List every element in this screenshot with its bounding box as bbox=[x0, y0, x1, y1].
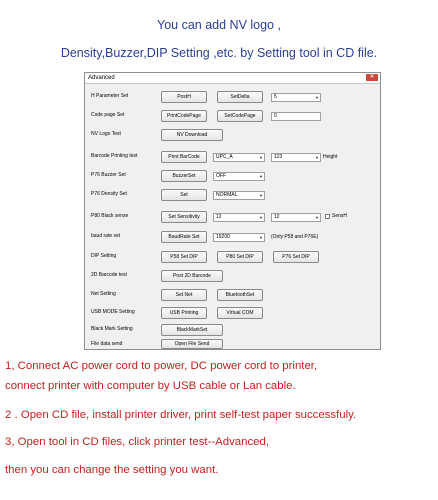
window-titlebar bbox=[85, 73, 380, 84]
density-select[interactable] bbox=[213, 191, 265, 200]
sens-h-label: SensH bbox=[332, 213, 348, 219]
buzzer-set-button[interactable]: BuzzerSet bbox=[161, 170, 207, 182]
code-page-label: Code page Set bbox=[91, 112, 125, 118]
print-barcode-button[interactable]: Print BarCode bbox=[161, 151, 207, 163]
baud-rate-set-button[interactable]: BaudRate Set bbox=[161, 231, 207, 243]
baud-rate-select[interactable] bbox=[213, 233, 265, 242]
black-mark-label: Black Mark Setting bbox=[91, 326, 133, 332]
chevron-down-icon: ▼ bbox=[315, 155, 319, 160]
nv-download-button[interactable]: NV Download bbox=[161, 129, 223, 141]
nv-logo-label: NV Logo Test bbox=[91, 131, 121, 137]
baud-rate-note: (Only P58 and P76E) bbox=[271, 234, 319, 240]
window-title: Advanced bbox=[88, 75, 115, 81]
chevron-down-icon: ▼ bbox=[315, 215, 319, 220]
h-parameter-label: H Parameter Set bbox=[91, 93, 129, 99]
post-h-button[interactable]: PostH bbox=[161, 91, 207, 103]
dip-setting-label: DIP Setting bbox=[91, 253, 117, 259]
baud-rate-select-value: 19200 bbox=[216, 234, 230, 240]
file-data-send-label: File data send bbox=[91, 341, 123, 347]
print-code-page-button[interactable]: PrintCodePage bbox=[161, 110, 207, 122]
barcode-height-value: 123 bbox=[274, 154, 283, 160]
instruction-line-2: connect printer with computer by USB cable or Lan cable. bbox=[5, 380, 296, 392]
open-file-send-button[interactable]: Open File Send bbox=[161, 339, 223, 349]
instruction-line-4: 3, Open tool in CD files, click printer test--Advanced, bbox=[5, 436, 269, 448]
density-label: P76 Density Set bbox=[91, 191, 127, 197]
barcode-height-select[interactable] bbox=[271, 153, 321, 162]
black-mark-set-button[interactable]: BlackMarkSet bbox=[161, 324, 223, 336]
post-2d-barcode-button[interactable]: Post 2D Barcode bbox=[161, 270, 223, 282]
black-sense-label: P80 Black sense bbox=[91, 213, 129, 219]
chevron-down-icon: ▼ bbox=[259, 215, 263, 220]
header-line-1: You can add NV logo , bbox=[157, 18, 281, 32]
buzzer-label: P76 Buzzer Set bbox=[91, 172, 126, 178]
sensitivity-select-2-value: 12 bbox=[274, 214, 280, 220]
density-select-value: NORMAL bbox=[216, 192, 238, 198]
set-sensitivity-button[interactable]: Set Sensitivity bbox=[161, 211, 207, 223]
buzzer-select[interactable] bbox=[213, 172, 265, 181]
bluetooth-set-button[interactable]: BluetoothSet bbox=[217, 289, 263, 301]
p58-set-dip-button[interactable]: P58 Set DIP bbox=[161, 251, 207, 263]
usb-mode-label: USB MODE Setting bbox=[91, 309, 135, 315]
chevron-down-icon: ▼ bbox=[259, 235, 263, 240]
instruction-line-1: 1, Connect AC power cord to power, DC power cord to printer, bbox=[5, 360, 318, 372]
instruction-line-3: 2 . Open CD file, install printer driver, print self-test paper successfuly. bbox=[5, 409, 357, 421]
usb-printing-button[interactable]: USB Printing bbox=[161, 307, 207, 319]
sensitivity-select-1-value: 12 bbox=[216, 214, 222, 220]
barcode-type-select[interactable] bbox=[213, 153, 265, 162]
density-set-button[interactable]: Set bbox=[161, 189, 207, 201]
barcode-test-label: Barcode Printing test bbox=[91, 153, 138, 159]
chevron-down-icon: ▼ bbox=[259, 174, 263, 179]
p80-set-dip-button[interactable]: P80 Set DIP bbox=[217, 251, 263, 263]
p76-set-dip-button[interactable]: P76 Set DIP bbox=[273, 251, 319, 263]
chevron-down-icon: ▼ bbox=[259, 155, 263, 160]
advanced-settings-window bbox=[84, 72, 381, 350]
baud-rate-label: baud rate set bbox=[91, 233, 121, 239]
header-line-2: Density,Buzzer,DIP Setting ,etc. by Setting tool in CD file. bbox=[60, 46, 378, 60]
barcode-2d-label: 2D Barcode test bbox=[91, 272, 127, 278]
set-delta-button[interactable]: SetDelta bbox=[217, 91, 263, 103]
instruction-line-5: then you can change the setting you want. bbox=[5, 464, 219, 476]
h-parameter-select-value: 5 bbox=[274, 94, 277, 100]
barcode-height-label: Height bbox=[323, 154, 338, 160]
h-parameter-select[interactable] bbox=[271, 93, 321, 102]
chevron-down-icon: ▼ bbox=[315, 95, 319, 100]
barcode-type-value: UPC_A bbox=[216, 154, 233, 160]
buzzer-select-value: OFF bbox=[216, 173, 226, 179]
code-page-input[interactable]: 0 bbox=[271, 112, 321, 121]
chevron-down-icon: ▼ bbox=[259, 193, 263, 198]
close-icon[interactable]: ✕ bbox=[366, 74, 378, 81]
virtual-com-button[interactable]: Virtual COM bbox=[217, 307, 263, 319]
sensitivity-select-2[interactable] bbox=[271, 213, 321, 222]
set-net-button[interactable]: Set Net bbox=[161, 289, 207, 301]
set-code-page-button[interactable]: SetCodePage bbox=[217, 110, 263, 122]
net-setting-label: Net Setting bbox=[91, 291, 116, 297]
sensitivity-select-1[interactable] bbox=[213, 213, 265, 222]
sens-h-checkbox[interactable] bbox=[325, 214, 330, 219]
